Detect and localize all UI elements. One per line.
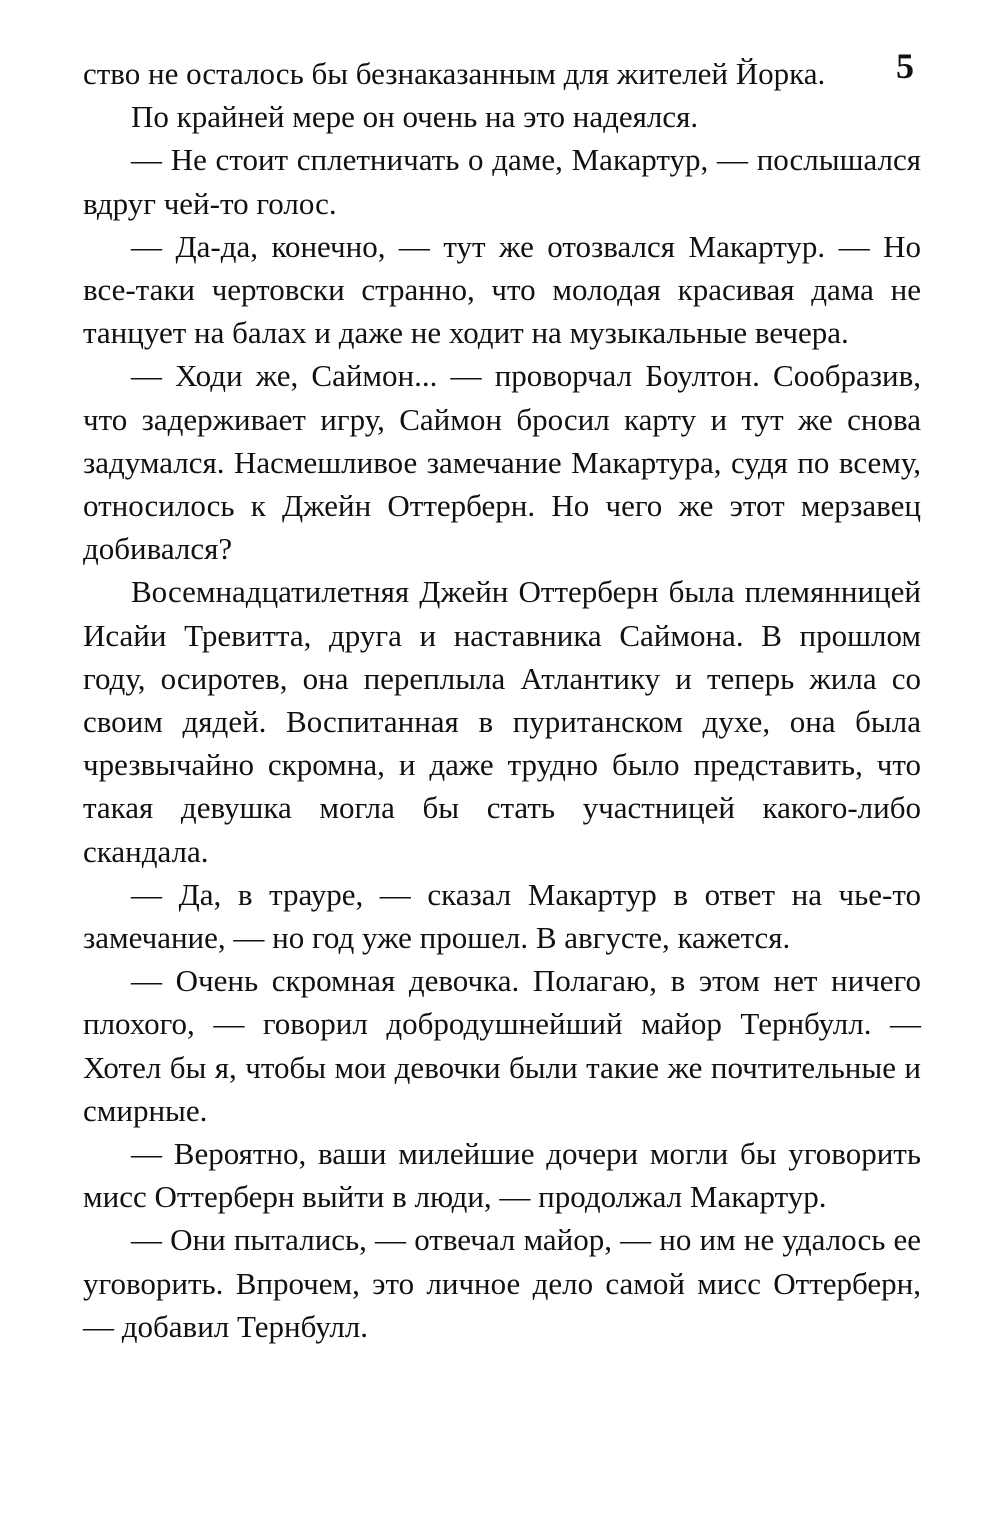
paragraph: — Не стоит сплетничать о даме, Макартур, — послышался вдруг чей-то голос. [83, 142, 921, 221]
paragraph: По крайней мере он очень на это надеялся. [131, 99, 699, 135]
paragraph: — Очень скромная девочка. Полагаю, в этом нет ничего плохого, — говорил добродушнейший майор Тернбулл. — Хотел бы я, чтобы мои девочки были такие же почтительные и смирные. [83, 963, 921, 1128]
body-text [83, 52, 921, 1348]
paragraph: — Ходи же, Саймон... — проворчал Боултон. Сообразив, что задерживает игру, Саймон бросил карту и тут же снова задумался. Насмешливое замечание Макартура, судя по всему, относилось к Джейн Оттерберн. Но чего же этот мерзавец добивался? [83, 358, 921, 567]
page-number: 5 [896, 46, 914, 86]
paragraph: — Вероятно, ваши милейшие дочери могли бы уговорить мисс Оттерберн выйти в люди, — продолжал Макартур. [83, 1136, 921, 1215]
paragraph: Восемнадцатилетняя Джейн Оттерберн была племянницей Исайи Тревитта, друга и наставника Саймона. В прошлом году, осиротев, она переплыла Атлантику и теперь жила со своим дядей. Воспитанная в пуританском духе, она была чрезвычайно скромна, и даже трудно было представить, что такая девушка могла бы стать участницей какого-либо скандала. [83, 574, 921, 869]
paragraph: — Да, в трауре, — сказал Макартур в ответ на чье-то замечание, — но год уже прошел. В августе, кажется. [83, 876, 921, 956]
paragraph: — Да-да, конечно, — тут же отозвался Макартур. — Но все-таки чертовски странно, что молодая красивая дама не танцует на балах и даже не ходит на музыкальные вечера. [83, 228, 921, 351]
paragraph: ство не осталось бы безнаказанным для жителей Йорка. [83, 56, 826, 91]
paragraph: — Они пытались, — отвечал майор, — но им не удалось ее уговорить. Впрочем, это личное дело самой мисс Оттерберн, — добавил Тернбулл. [83, 1222, 921, 1344]
